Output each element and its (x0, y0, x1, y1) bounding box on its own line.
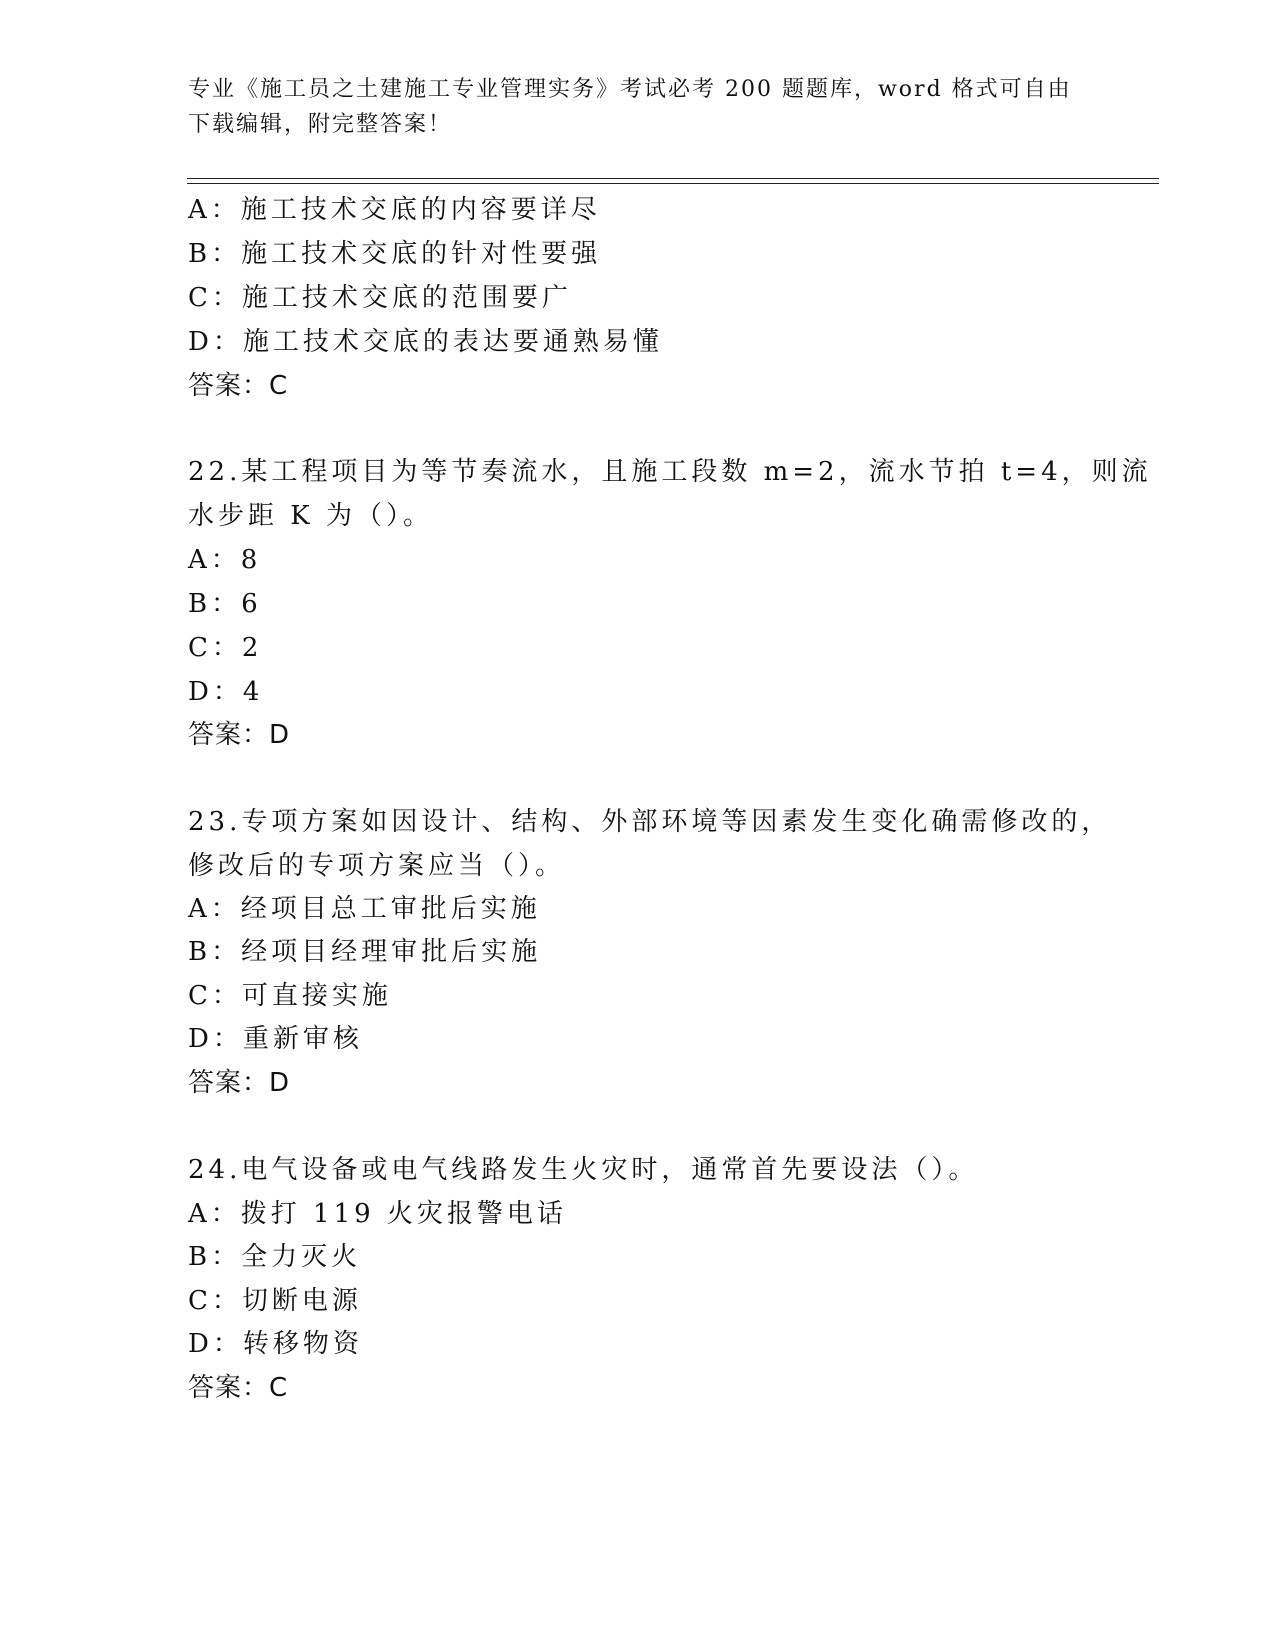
q23-option-c: C：可直接实施 (188, 981, 392, 1011)
q22-stem-line-1: 22.某工程项目为等节奏流水，且施工段数 m=2，流水节拍 t=4，则流 (188, 457, 1152, 487)
q24-option-a: A：拨打 119 火灾报警电话 (188, 1199, 567, 1229)
q22-option-a: A：8 (188, 545, 262, 575)
q23-answer: 答案：D (188, 1068, 291, 1098)
q22-option-c: C：2 (188, 633, 263, 663)
q21-option-a: A：施工技术交底的内容要详尽 (188, 195, 601, 225)
q23-option-b: B：经项目经理审批后实施 (188, 937, 542, 967)
q22-option-d: D：4 (188, 677, 264, 707)
q24-option-b: B：全力灭火 (188, 1242, 362, 1272)
header-line-2: 下载编辑，附完整答案！ (188, 112, 453, 137)
q23-option-d: D：重新审核 (188, 1024, 363, 1054)
q23-option-a: A：经项目总工审批后实施 (188, 894, 541, 924)
q24-stem-line-1: 24.电气设备或电气线路发生火灾时，通常首先要设法（）。 (188, 1155, 979, 1185)
q24-answer: 答案：C (188, 1373, 289, 1403)
header-line-1: 专业《施工员之土建施工专业管理实务》考试必考 200 题题库，word 格式可自由 (188, 77, 1072, 102)
document-header (188, 72, 1088, 142)
q22-stem-line-2: 水步距 K 为（）。 (188, 501, 433, 531)
q22-option-b: B：6 (188, 589, 262, 619)
q21-option-d: D：施工技术交底的表达要通熟易懂 (188, 327, 663, 357)
q23-stem-line-2: 修改后的专项方案应当（）。 (188, 851, 566, 881)
q23-stem-line-1: 23.专项方案如因设计、结构、外部环境等因素发生变化确需修改的， (188, 807, 1112, 837)
q22-answer: 答案：D (188, 720, 291, 750)
q21-answer: 答案：C (188, 371, 289, 401)
header-divider-bottom (187, 183, 1159, 184)
q21-option-c: C：施工技术交底的范围要广 (188, 283, 572, 313)
q21-option-b: B：施工技术交底的针对性要强 (188, 239, 602, 269)
header-divider-top (187, 178, 1159, 179)
q24-option-d: D：转移物资 (188, 1329, 363, 1359)
q24-option-c: C：切断电源 (188, 1286, 362, 1316)
